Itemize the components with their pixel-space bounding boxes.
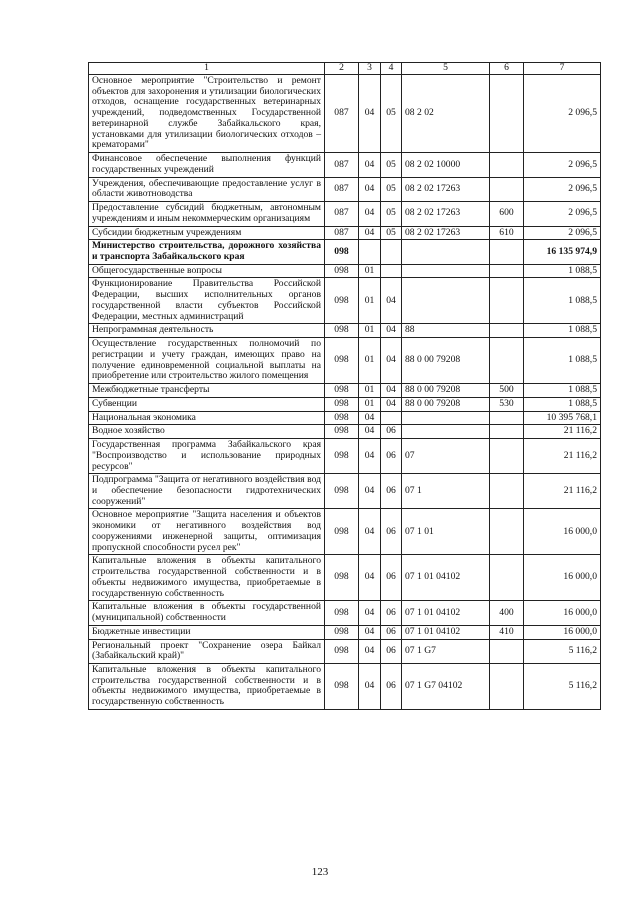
row-name-cell: Субсидии бюджетным учреждениям bbox=[89, 226, 325, 240]
amount-cell: 16 000,0 bbox=[524, 625, 601, 639]
subsection-code-cell: 06 bbox=[381, 439, 402, 474]
ministry-code-cell: 087 bbox=[325, 75, 359, 153]
target-article-cell bbox=[402, 264, 490, 278]
expense-type-cell bbox=[490, 264, 524, 278]
table-row bbox=[89, 625, 601, 639]
row-name-cell: Министерство строительства, дорожного хозяйства и транспорта Забайкальского края bbox=[89, 240, 325, 264]
table-row bbox=[89, 639, 601, 663]
expense-type-cell bbox=[490, 153, 524, 177]
ministry-code-cell: 098 bbox=[325, 240, 359, 264]
target-article-cell: 07 1 01 04102 bbox=[402, 625, 490, 639]
ministry-code-cell: 098 bbox=[325, 663, 359, 709]
amount-cell: 2 096,5 bbox=[524, 75, 601, 153]
section-code-cell: 01 bbox=[359, 264, 381, 278]
row-name-cell: Государственная программа Забайкальского края "Воспроизводство и использование природных ресурсов" bbox=[89, 439, 325, 474]
ministry-code-cell: 098 bbox=[325, 264, 359, 278]
subsection-code-cell: 06 bbox=[381, 425, 402, 439]
section-code-cell bbox=[359, 240, 381, 264]
target-article-cell: 08 2 02 17263 bbox=[402, 177, 490, 201]
ministry-code-cell: 098 bbox=[325, 439, 359, 474]
table-body bbox=[89, 75, 601, 710]
row-name-cell: Субвенции bbox=[89, 397, 325, 411]
ministry-code-cell: 087 bbox=[325, 153, 359, 177]
expense-type-cell bbox=[490, 639, 524, 663]
table-row bbox=[89, 663, 601, 709]
target-article-cell: 08 2 02 bbox=[402, 75, 490, 153]
table-row bbox=[89, 601, 601, 625]
row-name-cell: Капитальные вложения в объекты капитального строительства государственной собственности и в объекты недвижимого имущества, приобретаемые в государственную собственность bbox=[89, 663, 325, 709]
row-name-cell: Осуществление государственных полномочий по регистрации и учету граждан, имеющих право на получение единовременной социальной выплаты на приобретение или строительство жилого помещения bbox=[89, 338, 325, 384]
row-name-cell: Функционирование Правительства Российской Федерации, высших исполнительных органов государственной власти субъектов Российской Федерации, местных администраций bbox=[89, 278, 325, 324]
row-name-cell: Бюджетные инвестиции bbox=[89, 625, 325, 639]
section-code-cell: 04 bbox=[359, 177, 381, 201]
amount-cell: 16 135 974,9 bbox=[524, 240, 601, 264]
target-article-cell bbox=[402, 425, 490, 439]
ministry-code-cell: 098 bbox=[325, 338, 359, 384]
amount-cell: 1 088,5 bbox=[524, 278, 601, 324]
target-article-cell: 08 2 02 17263 bbox=[402, 202, 490, 226]
section-code-cell: 01 bbox=[359, 384, 381, 398]
ministry-code-cell: 087 bbox=[325, 177, 359, 201]
expense-type-cell bbox=[490, 240, 524, 264]
section-code-cell: 04 bbox=[359, 153, 381, 177]
row-name-cell: Учреждения, обеспечивающие предоставление услуг в области животноводства bbox=[89, 177, 325, 201]
target-article-cell: 88 bbox=[402, 324, 490, 338]
column-header: 1 bbox=[89, 63, 325, 75]
column-header: 2 bbox=[325, 63, 359, 75]
amount-cell: 16 000,0 bbox=[524, 555, 601, 601]
amount-cell: 5 116,2 bbox=[524, 663, 601, 709]
subsection-code-cell bbox=[381, 264, 402, 278]
subsection-code-cell: 04 bbox=[381, 397, 402, 411]
subsection-code-cell: 05 bbox=[381, 75, 402, 153]
expense-type-cell: 530 bbox=[490, 397, 524, 411]
subsection-code-cell: 06 bbox=[381, 474, 402, 509]
target-article-cell: 08 2 02 10000 bbox=[402, 153, 490, 177]
ministry-code-cell: 098 bbox=[325, 425, 359, 439]
expense-type-cell bbox=[490, 474, 524, 509]
section-code-cell: 01 bbox=[359, 324, 381, 338]
column-header: 7 bbox=[524, 63, 601, 75]
table-row bbox=[89, 411, 601, 425]
row-name-cell: Национальная экономика bbox=[89, 411, 325, 425]
expense-type-cell bbox=[490, 663, 524, 709]
section-code-cell: 04 bbox=[359, 625, 381, 639]
target-article-cell bbox=[402, 411, 490, 425]
target-article-cell: 88 0 00 79208 bbox=[402, 338, 490, 384]
table-row bbox=[89, 509, 601, 555]
amount-cell: 2 096,5 bbox=[524, 153, 601, 177]
ministry-code-cell: 098 bbox=[325, 411, 359, 425]
amount-cell: 21 116,2 bbox=[524, 425, 601, 439]
subsection-code-cell: 04 bbox=[381, 324, 402, 338]
expense-type-cell bbox=[490, 439, 524, 474]
table-row bbox=[89, 202, 601, 226]
section-code-cell: 01 bbox=[359, 397, 381, 411]
target-article-cell: 88 0 00 79208 bbox=[402, 384, 490, 398]
table-row bbox=[89, 338, 601, 384]
target-article-cell bbox=[402, 240, 490, 264]
section-code-cell: 04 bbox=[359, 425, 381, 439]
row-name-cell: Водное хозяйство bbox=[89, 425, 325, 439]
amount-cell: 1 088,5 bbox=[524, 397, 601, 411]
column-header: 4 bbox=[381, 63, 402, 75]
ministry-code-cell: 098 bbox=[325, 601, 359, 625]
section-code-cell: 04 bbox=[359, 226, 381, 240]
table-row bbox=[89, 153, 601, 177]
row-name-cell: Общегосударственные вопросы bbox=[89, 264, 325, 278]
section-code-cell: 04 bbox=[359, 474, 381, 509]
ministry-code-cell: 098 bbox=[325, 555, 359, 601]
subsection-code-cell: 06 bbox=[381, 639, 402, 663]
expense-type-cell bbox=[490, 75, 524, 153]
subsection-code-cell: 05 bbox=[381, 226, 402, 240]
expense-type-cell: 600 bbox=[490, 202, 524, 226]
ministry-code-cell: 098 bbox=[325, 278, 359, 324]
row-name-cell: Подпрограмма "Защита от негативного воздействия вод и обеспечение безопасности гидротехнических сооружений" bbox=[89, 474, 325, 509]
row-name-cell: Предоставление субсидий бюджетным, автономным учреждениям и иным некоммерческим организациям bbox=[89, 202, 325, 226]
amount-cell: 16 000,0 bbox=[524, 601, 601, 625]
section-code-cell: 01 bbox=[359, 338, 381, 384]
table-row bbox=[89, 555, 601, 601]
amount-cell: 1 088,5 bbox=[524, 338, 601, 384]
expense-type-cell bbox=[490, 177, 524, 201]
amount-cell: 21 116,2 bbox=[524, 474, 601, 509]
section-code-cell: 04 bbox=[359, 509, 381, 555]
table-row bbox=[89, 278, 601, 324]
row-name-cell: Основное мероприятие "Строительство и ремонт объектов для захоронения и утилизации биологических отходов, оснащение государственных ветеринарных учреждений, подведомственных Государственной ветеринарной службе Забайкальского края, установками для утилизации биологических отходов – крематорами" bbox=[89, 75, 325, 153]
section-code-cell: 04 bbox=[359, 439, 381, 474]
row-name-cell: Капитальные вложения в объекты государственной (муниципальной) собственности bbox=[89, 601, 325, 625]
section-code-cell: 04 bbox=[359, 663, 381, 709]
table-row bbox=[89, 425, 601, 439]
subsection-code-cell: 06 bbox=[381, 663, 402, 709]
amount-cell: 16 000,0 bbox=[524, 509, 601, 555]
amount-cell: 5 116,2 bbox=[524, 639, 601, 663]
ministry-code-cell: 098 bbox=[325, 639, 359, 663]
section-code-cell: 01 bbox=[359, 278, 381, 324]
row-name-cell: Капитальные вложения в объекты капитального строительства государственной собственности и в объекты недвижимого имущества, приобретаемые в государственную собственность bbox=[89, 555, 325, 601]
target-article-cell: 07 1 01 04102 bbox=[402, 601, 490, 625]
expense-type-cell bbox=[490, 278, 524, 324]
ministry-code-cell: 098 bbox=[325, 384, 359, 398]
section-code-cell: 04 bbox=[359, 639, 381, 663]
expense-type-cell: 410 bbox=[490, 625, 524, 639]
ministry-code-cell: 098 bbox=[325, 509, 359, 555]
expense-type-cell bbox=[490, 411, 524, 425]
amount-cell: 1 088,5 bbox=[524, 324, 601, 338]
amount-cell: 10 395 768,1 bbox=[524, 411, 601, 425]
subsection-code-cell: 06 bbox=[381, 509, 402, 555]
amount-cell: 1 088,5 bbox=[524, 384, 601, 398]
table-row bbox=[89, 324, 601, 338]
budget-table bbox=[88, 62, 601, 710]
ministry-code-cell: 087 bbox=[325, 226, 359, 240]
subsection-code-cell: 04 bbox=[381, 278, 402, 324]
row-name-cell: Межбюджетные трансферты bbox=[89, 384, 325, 398]
amount-cell: 1 088,5 bbox=[524, 264, 601, 278]
section-code-cell: 04 bbox=[359, 411, 381, 425]
section-code-cell: 04 bbox=[359, 75, 381, 153]
column-header: 3 bbox=[359, 63, 381, 75]
target-article-cell: 07 1 G7 04102 bbox=[402, 663, 490, 709]
table-row bbox=[89, 439, 601, 474]
table-row bbox=[89, 397, 601, 411]
target-article-cell: 08 2 02 17263 bbox=[402, 226, 490, 240]
table-row bbox=[89, 75, 601, 153]
subsection-code-cell: 05 bbox=[381, 153, 402, 177]
ministry-code-cell: 098 bbox=[325, 625, 359, 639]
amount-cell: 2 096,5 bbox=[524, 226, 601, 240]
section-code-cell: 04 bbox=[359, 601, 381, 625]
subsection-code-cell bbox=[381, 411, 402, 425]
expense-type-cell bbox=[490, 324, 524, 338]
ministry-code-cell: 098 bbox=[325, 397, 359, 411]
target-article-cell: 07 1 bbox=[402, 474, 490, 509]
target-article-cell: 88 0 00 79208 bbox=[402, 397, 490, 411]
target-article-cell: 07 1 G7 bbox=[402, 639, 490, 663]
section-code-cell: 04 bbox=[359, 555, 381, 601]
row-name-cell: Региональный проект "Сохранение озера Байкал (Забайкальский край)" bbox=[89, 639, 325, 663]
page-number: 123 bbox=[311, 866, 329, 878]
subsection-code-cell: 05 bbox=[381, 202, 402, 226]
target-article-cell: 07 1 01 04102 bbox=[402, 555, 490, 601]
amount-cell: 21 116,2 bbox=[524, 439, 601, 474]
table-row bbox=[89, 384, 601, 398]
ministry-code-cell: 087 bbox=[325, 202, 359, 226]
subsection-code-cell: 04 bbox=[381, 384, 402, 398]
table-row bbox=[89, 264, 601, 278]
expense-type-cell bbox=[490, 509, 524, 555]
target-article-cell bbox=[402, 278, 490, 324]
target-article-cell: 07 1 01 bbox=[402, 509, 490, 555]
subsection-code-cell: 06 bbox=[381, 555, 402, 601]
section-code-cell: 04 bbox=[359, 202, 381, 226]
column-header: 6 bbox=[490, 63, 524, 75]
ministry-code-cell: 098 bbox=[325, 324, 359, 338]
amount-cell: 2 096,5 bbox=[524, 177, 601, 201]
table-row bbox=[89, 474, 601, 509]
expense-type-cell: 400 bbox=[490, 601, 524, 625]
ministry-code-cell: 098 bbox=[325, 474, 359, 509]
table-row bbox=[89, 240, 601, 264]
expense-type-cell: 500 bbox=[490, 384, 524, 398]
row-name-cell: Финансовое обеспечение выполнения функций государственных учреждений bbox=[89, 153, 325, 177]
target-article-cell: 07 bbox=[402, 439, 490, 474]
column-header: 5 bbox=[402, 63, 490, 75]
expense-type-cell: 610 bbox=[490, 226, 524, 240]
expense-type-cell bbox=[490, 338, 524, 384]
subsection-code-cell bbox=[381, 240, 402, 264]
subsection-code-cell: 06 bbox=[381, 601, 402, 625]
expense-type-cell bbox=[490, 555, 524, 601]
row-name-cell: Основное мероприятие "Защита населения и объектов экономики от негативного воздействия вод сооружениями инженерной защиты, оптимизация пропускной способности русел рек" bbox=[89, 509, 325, 555]
expense-type-cell bbox=[490, 425, 524, 439]
table-header-row bbox=[89, 63, 601, 75]
table-row bbox=[89, 226, 601, 240]
subsection-code-cell: 04 bbox=[381, 338, 402, 384]
row-name-cell: Непрограммная деятельность bbox=[89, 324, 325, 338]
amount-cell: 2 096,5 bbox=[524, 202, 601, 226]
table-row bbox=[89, 177, 601, 201]
subsection-code-cell: 06 bbox=[381, 625, 402, 639]
subsection-code-cell: 05 bbox=[381, 177, 402, 201]
